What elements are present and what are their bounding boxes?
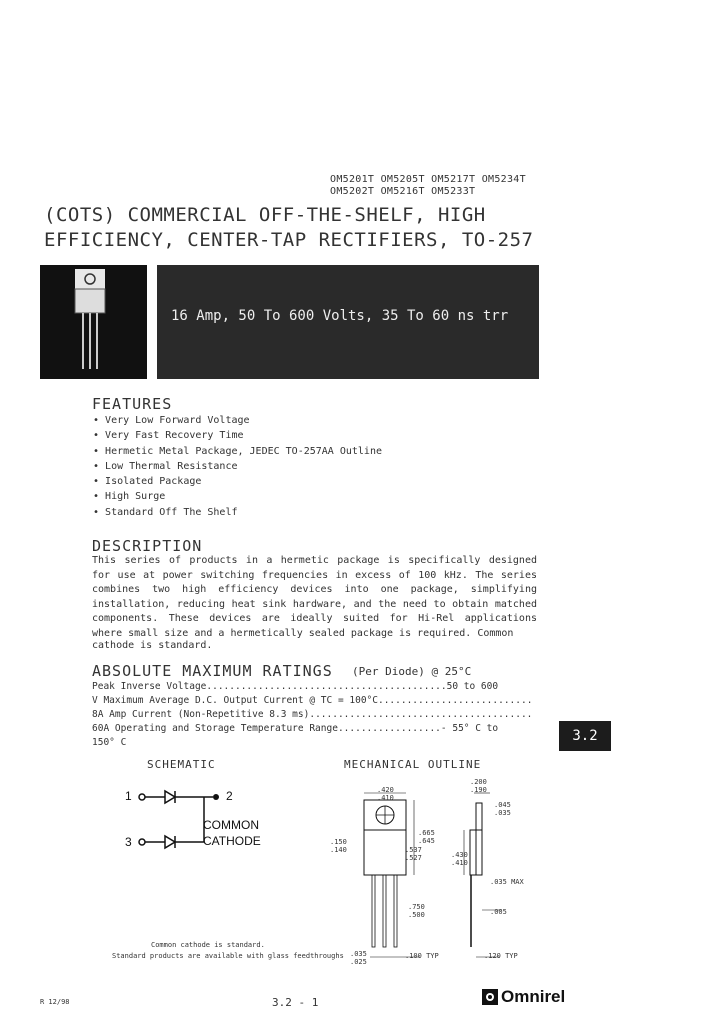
ratings-qualifier: (Per Diode) @ 25°C xyxy=(352,665,472,678)
spec-banner xyxy=(157,265,539,379)
pin-3-label: 3 xyxy=(125,835,132,849)
common-label: COMMON xyxy=(203,818,259,832)
feature-item: • Very Low Forward Voltage xyxy=(93,415,250,426)
rating-row: 8A Amp Current (Non-Repetitive 8.3 ms)....................................... xyxy=(92,709,533,720)
dim-side-h: .430 .410 xyxy=(451,851,468,867)
description-heading: DESCRIPTION xyxy=(92,537,203,555)
component-image xyxy=(40,265,147,379)
section-tab: 3.2 xyxy=(559,721,611,751)
dim-lead-len: .750 .500 xyxy=(408,903,425,919)
feature-item: • Isolated Package xyxy=(93,476,202,488)
dim-hole: .150 .140 xyxy=(330,838,347,854)
omnirel-logo-text: Omnirel xyxy=(501,987,566,1006)
note-common-cathode: Common cathode is standard. xyxy=(151,941,265,949)
dim-side-r: .045 .035 xyxy=(494,801,511,817)
schematic-heading: SCHEMATIC xyxy=(147,758,216,771)
dim-height1: .665 .645 xyxy=(418,829,435,845)
to257-package-icon xyxy=(40,265,147,379)
features-list xyxy=(93,413,382,520)
dim-side-bottom: .120 TYP xyxy=(484,952,518,960)
dim-side-top: .200 .190 xyxy=(470,778,487,794)
part-numbers-row-2: OM5202T OM5216T OM5233T xyxy=(330,186,476,197)
note-glass-feedthroughs: Standard products are available with glass feedthroughs xyxy=(112,952,344,960)
part-numbers-row-1: OM5201T OM5205T OM5217T OM5234T xyxy=(330,174,526,185)
rating-row: V Maximum Average D.C. Output Current @ TC = 100°C........................... xyxy=(92,695,533,706)
feature-item: • Hermetic Metal Package, JEDEC TO-257AA Outline xyxy=(93,445,382,457)
cathode-label: CATHODE xyxy=(203,834,261,848)
pin-1-label: 1 xyxy=(125,789,132,803)
feature-item: • Very Fast Recovery Time xyxy=(93,430,244,442)
omnirel-logo-icon xyxy=(482,989,498,1005)
feature-item: • Standard Off The Shelf xyxy=(93,506,238,518)
title-line-2: EFFICIENCY, CENTER-TAP RECTIFIERS, TO-257 xyxy=(44,229,534,251)
features-heading: FEATURES xyxy=(92,395,173,413)
rating-tail: 150° C xyxy=(92,737,127,748)
pin-2-label: 2 xyxy=(226,789,233,803)
dim-side-lead: .005 xyxy=(490,908,507,916)
dim-lead-w: .035 .025 xyxy=(350,950,367,966)
omnirel-logo xyxy=(482,987,565,1007)
footer-revision: R 12/98 xyxy=(40,998,70,1006)
ratings-heading: ABSOLUTE MAXIMUM RATINGS xyxy=(92,662,333,680)
dim-top-width: .420 .410 xyxy=(377,786,394,802)
feature-item: • Low Thermal Resistance xyxy=(93,460,238,472)
dim-pitch: .100 TYP xyxy=(405,952,439,960)
description-tail: cathode is standard. xyxy=(92,640,213,651)
footer-page-number: 3.2 - 1 xyxy=(272,996,319,1009)
dim-tab: .537 .527 xyxy=(405,846,422,862)
description-body: This series of products in a hermetic package is specifically designed for use at power switching frequencies in excess of 100 kHz. The series combines two high efficiency devices into one package, simplifying installation, reducing heat sink hardware, and the need to obtain matched components. These devices are ideally suited for Hi-Rel applications where small size and a hermetically sealed package is required. Common xyxy=(92,555,537,639)
mechanical-heading: MECHANICAL OUTLINE xyxy=(344,758,482,771)
feature-item: • High Surge xyxy=(93,491,166,503)
dim-side-flange: .035 MAX xyxy=(490,878,524,886)
banner-text: 16 Amp, 50 To 600 Volts, 35 To 60 ns trr xyxy=(171,308,509,324)
title-line-1: (COTS) COMMERCIAL OFF-THE-SHELF, HIGH xyxy=(44,204,486,226)
rating-row: Peak Inverse Voltage..........................................50 to 600 xyxy=(92,681,499,692)
rating-row: 60A Operating and Storage Temperature Range..................- 55° C to xyxy=(92,723,499,734)
